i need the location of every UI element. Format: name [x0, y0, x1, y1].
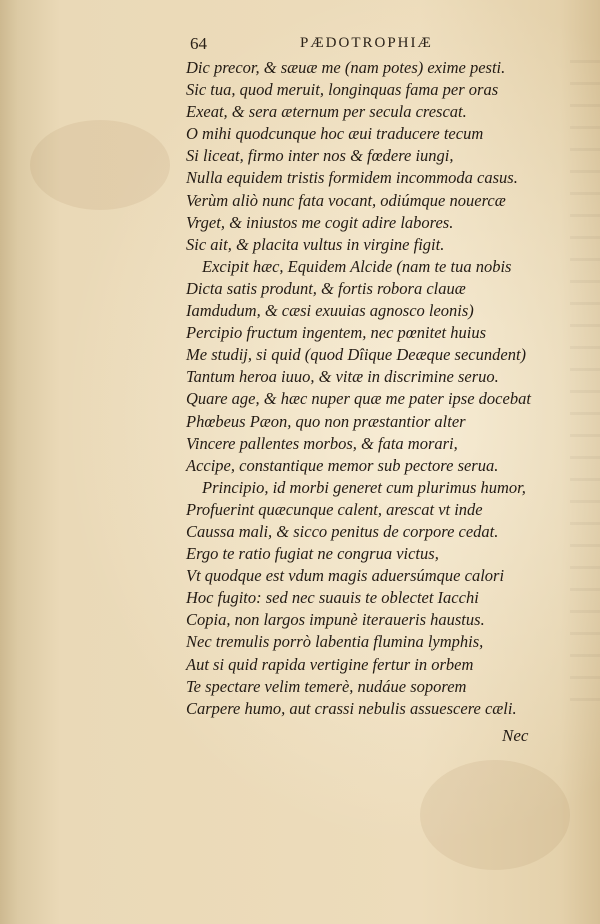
- verse-line: Copia, non largos impunè iteraueris haustus.: [186, 610, 485, 630]
- verse-line: Me studij, si quid (quod Dîique Deæque secundent): [186, 345, 527, 365]
- running-title: PÆDOTROPHIÆ: [300, 35, 433, 51]
- verse-line: Carpere humo, aut crassi nebulis assuescere cæli.: [186, 698, 517, 718]
- verse-line: Phœbeus Pæon, quo non præstantior alter: [186, 411, 466, 431]
- verse-line: Si liceat, firmo inter nos & fœdere iungi,: [186, 146, 454, 166]
- verse-line: Caussa mali, & sicco penitus de corpore cedat.: [186, 521, 499, 541]
- verse-line: Excipit hæc, Equidem Alcide (nam te tua nobis: [202, 256, 512, 276]
- verse-line: Dicta satis produnt, & fortis robora clauæ: [186, 278, 466, 298]
- verse-line: Ergo te ratio fugiat ne congrua victus,: [186, 544, 439, 564]
- verse-line: Accipe, constantique memor sub pectore serua.: [186, 455, 499, 475]
- show-through-text: [570, 60, 600, 720]
- verse-line: Te spectare velim temerè, nudáue soporem: [186, 676, 467, 696]
- verse-line: Vrget, & iniustos me cogit adire labores.: [186, 212, 454, 232]
- verse-line: Sic ait, & placita vultus in virgine figit.: [186, 234, 445, 254]
- verse-line: Quare age, & hæc nuper quæ me pater ipse docebat: [186, 389, 531, 409]
- verse-line: Iamdudum, & cæsi exuuias agnosco leonis): [186, 301, 474, 321]
- verse-line: Aut si quid rapida vertigine fertur in orbem: [186, 654, 474, 674]
- catchword: Nec: [502, 726, 529, 745]
- verse-line: Vt quodque est vdum magis aduersúmque calori: [186, 566, 505, 586]
- verse-line: Principio, id morbi generet cum plurimus humor,: [202, 477, 526, 497]
- verse-line: Vincere pallentes morbos, & fata morari,: [186, 433, 458, 453]
- verse-line: Profuerint quæcunque calent, arescat vt inde: [186, 499, 483, 519]
- verse-line: Hoc fugito: sed nec suauis te oblectet Iacchi: [186, 588, 479, 608]
- verse-text: [186, 57, 531, 720]
- verse-line: Nulla equidem tristis formidem incommoda casus.: [186, 168, 518, 188]
- paper-stain: [420, 760, 570, 870]
- verse-line: Nec tremulis porrò labentia flumina lymphis,: [186, 632, 484, 652]
- verse-line: Exeat, & sera æternum per secula crescat.: [186, 102, 467, 122]
- verse-line: Verùm aliò nunc fata vocant, odiúmque nouercæ: [186, 190, 506, 210]
- verse-line: O mihi quodcunque hoc æui traducere tecum: [186, 124, 484, 144]
- verse-line: Dic precor, & sæuæ me (nam potes) exime pesti.: [186, 58, 506, 77]
- page-header: [190, 34, 460, 56]
- verse-line: Sic tua, quod meruit, longinquas fama per oras: [186, 80, 499, 100]
- paper-stain: [30, 120, 170, 210]
- verse-line: Tantum heroa iuuo, & vitæ in discrimine seruo.: [186, 367, 499, 387]
- verse-line: Percipio fructum ingentem, nec pœnitet huius: [186, 323, 486, 343]
- page-number: 64: [190, 34, 207, 53]
